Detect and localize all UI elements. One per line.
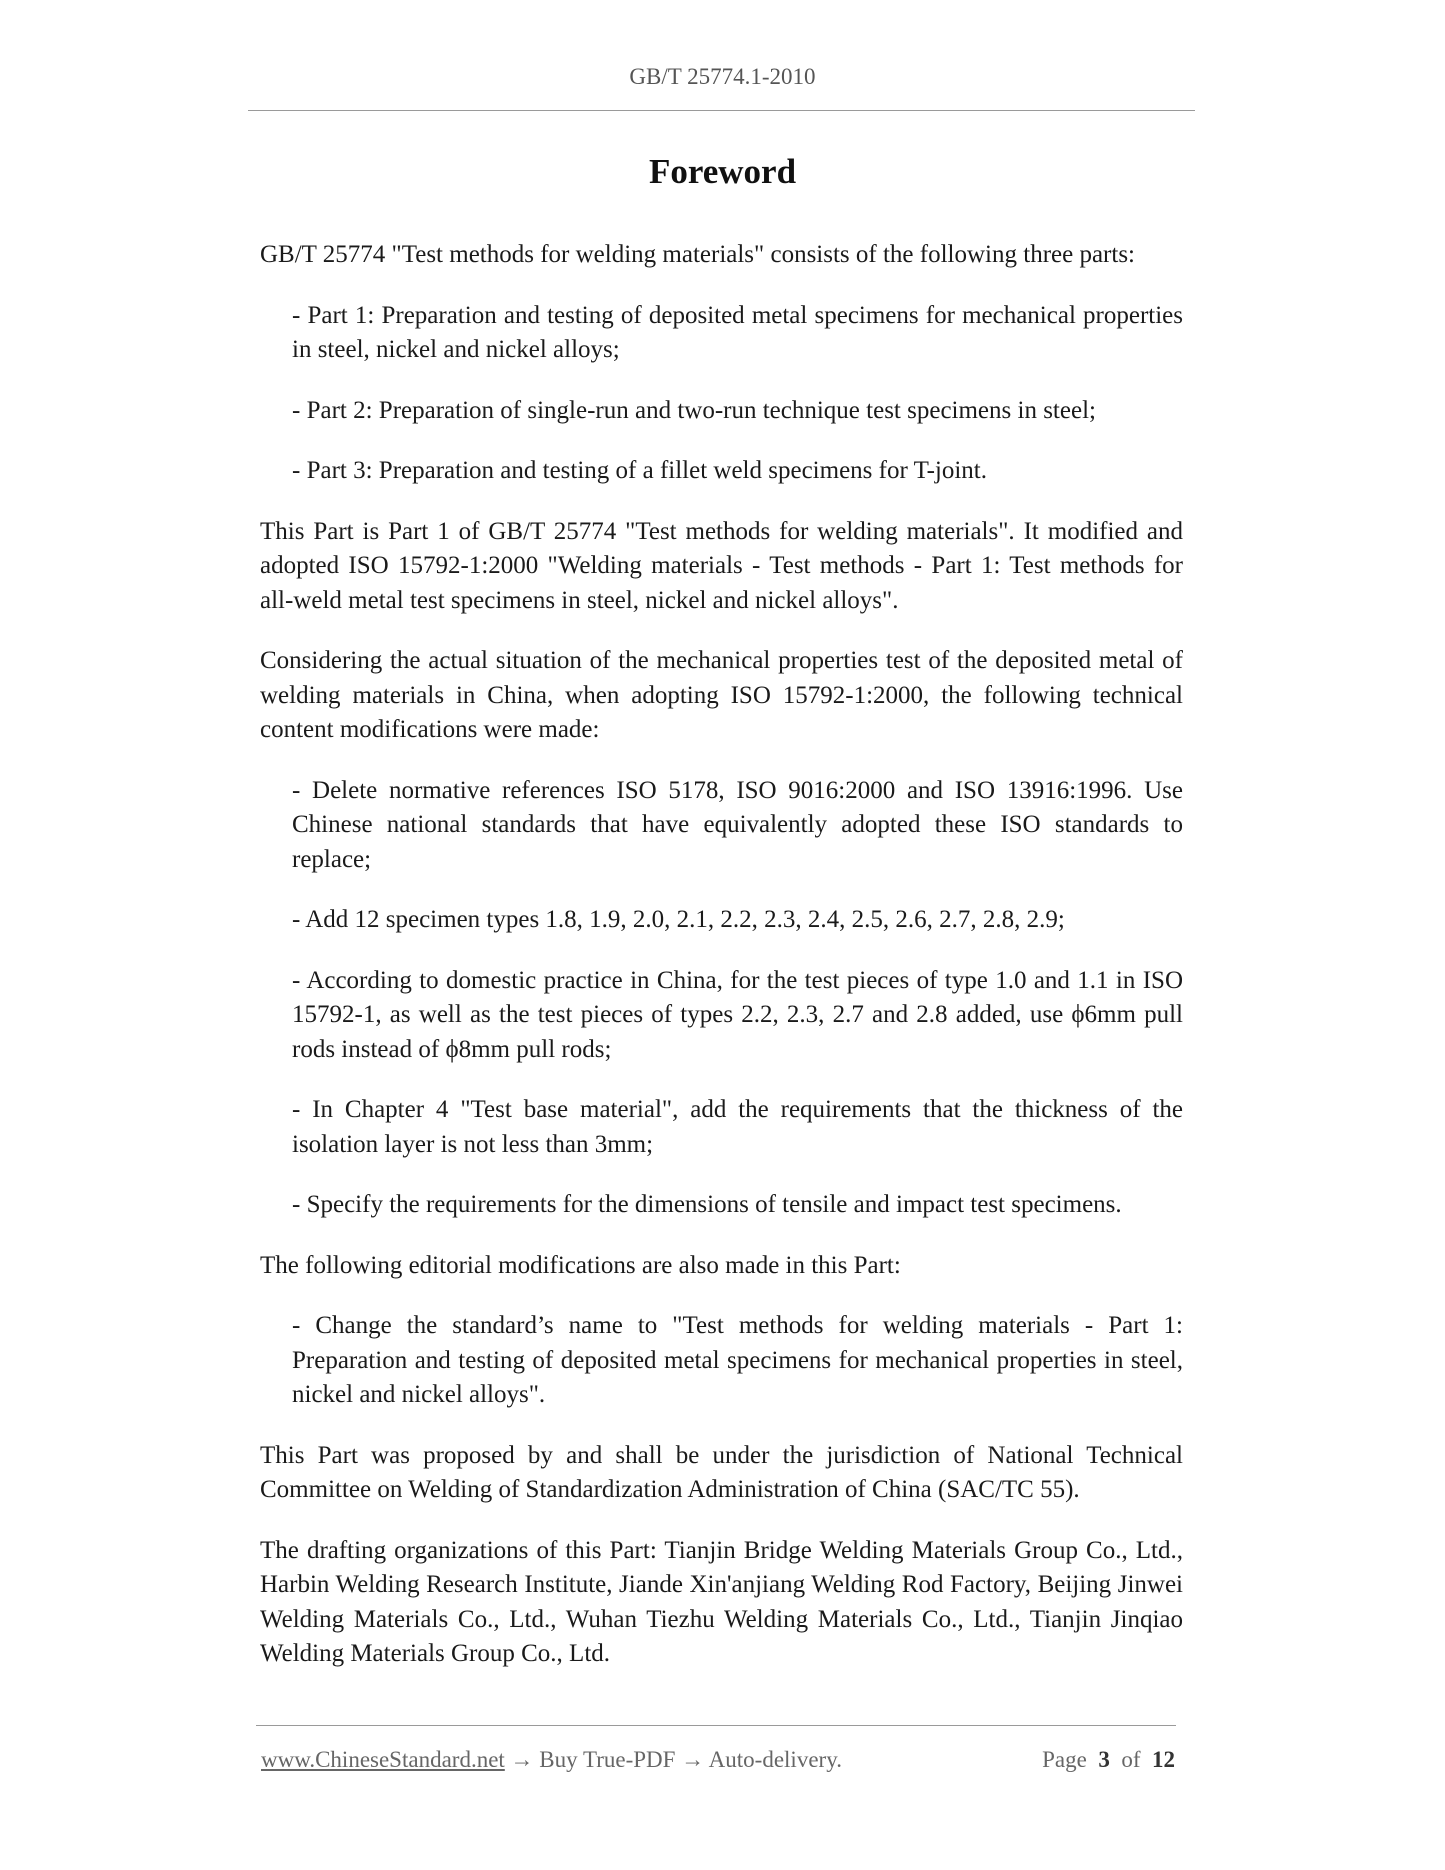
arrow-right-icon: → <box>510 1747 534 1772</box>
of-label: of <box>1121 1747 1141 1772</box>
document-code-header: GB/T 25774.1-2010 <box>629 64 816 89</box>
list-item-modification: - Specify the requirements for the dimensions of tensile and impact test specimens. <box>292 1191 1122 1218</box>
footer-divider <box>256 1725 1176 1726</box>
page-title: Foreword <box>648 152 797 191</box>
buy-pdf-text: Buy True-PDF <box>539 1747 676 1772</box>
site-link[interactable]: www.ChineseStandard.net <box>261 1747 505 1772</box>
page-label: Page <box>1042 1747 1087 1772</box>
footer-promo <box>261 1747 842 1773</box>
paragraph-jurisdiction: This Part was proposed by and shall be under the jurisdiction of National Technical Committee on Welding of Standardization Administration of China (SAC/TC 55). <box>260 1441 1183 1503</box>
paragraph-intro: GB/T 25774 "Test methods for welding materials" consists of the following three parts: <box>260 241 1135 268</box>
list-item-modification: - Add 12 specimen types 1.8, 1.9, 2.0, 2.1, 2.2, 2.3, 2.4, 2.5, 2.6, 2.7, 2.8, 2.9; <box>292 906 1065 933</box>
list-item-modification: - According to domestic practice in China, for the test pieces of type 1.0 and 1.1 in ISO 15792-1, as well as the test pieces of types 2.2, 2.3, 2.7 and 2.8 added, use ϕ6mm pull rods instead of ϕ8mm pull rods; <box>292 966 1183 1063</box>
list-item-modification: - Delete normative references ISO 5178, ISO 9016:2000 and ISO 13916:1996. Use Chinese national standards that have equivalently adopted these ISO standards to replace; <box>292 776 1183 873</box>
page-number <box>1042 1747 1175 1773</box>
page-footer <box>261 1747 1175 1773</box>
list-item-part-1: - Part 1: Preparation and testing of deposited metal specimens for mechanical properties in steel, nickel and nickel alloys; <box>292 301 1183 363</box>
list-item-part-2: - Part 2: Preparation of single-run and two-run technique test specimens in steel; <box>292 396 1096 424</box>
paragraph-adoption: This Part is Part 1 of GB/T 25774 "Test methods for welding materials". It modified and adopted ISO 15792-1:2000 "Welding materials - Test methods - Part 1: Test methods for all-weld metal test specimens in steel, nickel and nickel alloys". <box>260 517 1183 614</box>
paragraph-drafting-organizations: The drafting organizations of this Part: Tianjin Bridge Welding Materials Group Co., Ltd., Harbin Welding Research Institute, Jiande Xin'anjiang Welding Rod Factory, Beijing Jinwei Welding Materials Co., Ltd., Wuhan Tiezhu Welding Materials Co., Ltd., Tianjin Jinqiao Welding Materials Group Co., Ltd. <box>260 1536 1183 1667</box>
list-item-part-3: - Part 3: Preparation and testing of a fillet weld specimens for T-joint. <box>292 457 987 484</box>
page-current: 3 <box>1098 1747 1110 1772</box>
foreword-body <box>260 238 1183 1698</box>
paragraph-editorial-intro: The following editorial modifications are also made in this Part: <box>260 1251 901 1279</box>
auto-delivery-text: Auto-delivery. <box>708 1747 842 1772</box>
arrow-right-icon: → <box>681 1747 705 1772</box>
list-item-editorial: - Change the standard’s name to "Test methods for welding materials - Part 1: Preparation and testing of deposited metal specimens for mechanical properties in steel, nickel and nickel alloys". <box>292 1312 1183 1408</box>
paragraph-modifications-intro: Considering the actual situation of the mechanical properties test of the deposited metal of welding materials in China, when adopting ISO 15792-1:2000, the following technical content modifications were made: <box>260 647 1183 743</box>
page-total: 12 <box>1152 1747 1175 1772</box>
list-item-modification: - In Chapter 4 "Test base material", add the requirements that the thickness of the isolation layer is not less than 3mm; <box>292 1096 1183 1158</box>
header-divider <box>248 110 1195 111</box>
